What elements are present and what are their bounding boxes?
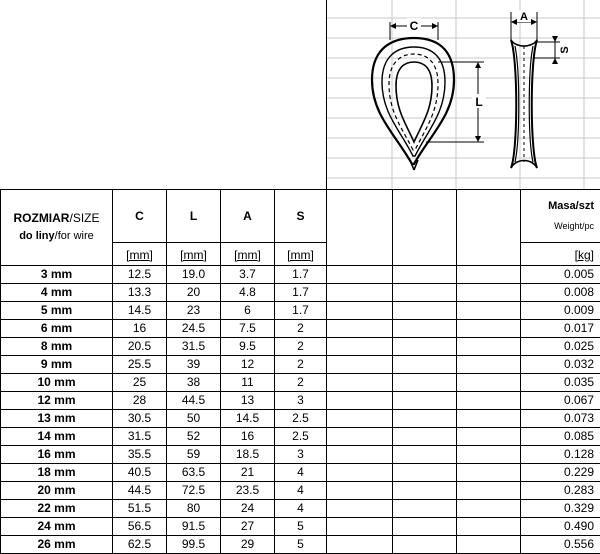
table-row	[1, 338, 600, 356]
column-header-l: L	[167, 190, 221, 243]
blank-cell	[457, 284, 521, 302]
c-cell: 12.5	[113, 266, 167, 284]
diagram-grid	[326, 0, 600, 190]
size-header-pl: ROZMIAR	[13, 211, 69, 225]
a-cell: 9.5	[221, 338, 275, 356]
a-cell: 4.8	[221, 284, 275, 302]
blank-cell	[327, 482, 393, 500]
a-cell: 23.5	[221, 482, 275, 500]
c-cell: 14.5	[113, 302, 167, 320]
blank-cell	[327, 338, 393, 356]
column-header-s: S	[275, 190, 327, 243]
l-cell: 24.5	[167, 320, 221, 338]
s-cell: 4	[275, 500, 327, 518]
blank-cell	[457, 482, 521, 500]
c-cell: 30.5	[113, 410, 167, 428]
table-row	[1, 392, 600, 410]
l-cell: 52	[167, 428, 221, 446]
blank-cell	[393, 518, 457, 536]
table-row	[1, 374, 600, 392]
l-cell: 50	[167, 410, 221, 428]
blank-cell	[327, 410, 393, 428]
unit-mass: [kg]	[521, 243, 600, 266]
blank-cell	[457, 428, 521, 446]
c-cell: 28	[113, 392, 167, 410]
a-cell: 14.5	[221, 410, 275, 428]
dimension-a	[511, 10, 537, 40]
a-cell: 18.5	[221, 446, 275, 464]
table-row	[1, 428, 600, 446]
a-cell: 27	[221, 518, 275, 536]
mass-cell: 0.035	[521, 374, 600, 392]
l-cell: 91.5	[167, 518, 221, 536]
blank-cell	[457, 410, 521, 428]
blank-cell	[457, 518, 521, 536]
blank-cell	[393, 410, 457, 428]
mass-cell: 0.283	[521, 482, 600, 500]
blank-cell	[393, 374, 457, 392]
mass-header-subtitle: Weight/pc	[521, 214, 594, 235]
size-cell: 5 mm	[1, 302, 113, 320]
blank-cell	[457, 302, 521, 320]
l-cell: 80	[167, 500, 221, 518]
size-cell: 20 mm	[1, 482, 113, 500]
blank-cell	[393, 356, 457, 374]
l-cell: 19.0	[167, 266, 221, 284]
unit-l: [mm]	[167, 243, 221, 266]
blank-cell	[457, 464, 521, 482]
s-cell: 2	[275, 374, 327, 392]
table-row	[1, 302, 600, 320]
blank-cell	[327, 284, 393, 302]
blank-cell	[393, 446, 457, 464]
l-cell: 99.5	[167, 536, 221, 554]
s-cell: 3	[275, 392, 327, 410]
a-cell: 13	[221, 392, 275, 410]
blank-cell	[393, 500, 457, 518]
blank-cell	[457, 446, 521, 464]
blank-cell	[457, 356, 521, 374]
l-cell: 20	[167, 284, 221, 302]
l-cell: 44.5	[167, 392, 221, 410]
blank-cell	[327, 518, 393, 536]
a-cell: 6	[221, 302, 275, 320]
blank-cell	[327, 302, 393, 320]
dimension-s-label: S	[559, 46, 571, 53]
blank-cell	[393, 320, 457, 338]
mass-header-title: Masa/szt	[521, 190, 594, 214]
blank-cell	[327, 392, 393, 410]
blank-cell	[327, 374, 393, 392]
blank-cell	[457, 374, 521, 392]
table-row	[1, 464, 600, 482]
s-cell: 2	[275, 320, 327, 338]
blank-header-1	[327, 190, 393, 266]
s-cell: 4	[275, 482, 327, 500]
dimension-a-label: A	[520, 11, 528, 23]
c-cell: 51.5	[113, 500, 167, 518]
size-cell: 22 mm	[1, 500, 113, 518]
mass-cell: 0.556	[521, 536, 600, 554]
dimension-s	[533, 36, 571, 64]
blank-cell	[393, 482, 457, 500]
mass-cell: 0.032	[521, 356, 600, 374]
blank-header-2	[393, 190, 457, 266]
thimble-diagram	[326, 0, 600, 190]
s-cell: 3	[275, 446, 327, 464]
c-cell: 35.5	[113, 446, 167, 464]
blank-cell	[327, 464, 393, 482]
table-row	[1, 446, 600, 464]
size-header	[1, 190, 113, 266]
blank-cell	[457, 266, 521, 284]
blank-cell	[327, 446, 393, 464]
blank-cell	[393, 266, 457, 284]
blank-cell	[393, 302, 457, 320]
dimension-l-label: L	[475, 95, 482, 109]
size-cell: 18 mm	[1, 464, 113, 482]
size-header-sub-en: /for wire	[55, 230, 94, 242]
mass-cell: 0.490	[521, 518, 600, 536]
size-cell: 4 mm	[1, 284, 113, 302]
s-cell: 1.7	[275, 284, 327, 302]
blank-cell	[327, 500, 393, 518]
c-cell: 25.5	[113, 356, 167, 374]
dimension-c	[390, 18, 438, 40]
mass-cell: 0.005	[521, 266, 600, 284]
size-cell: 9 mm	[1, 356, 113, 374]
unit-c: [mm]	[113, 243, 167, 266]
blank-cell	[327, 320, 393, 338]
c-cell: 16	[113, 320, 167, 338]
c-cell: 44.5	[113, 482, 167, 500]
size-header-sub-pl: do liny	[19, 230, 54, 242]
spec-table	[0, 189, 600, 554]
s-cell: 4	[275, 464, 327, 482]
mass-cell: 0.229	[521, 464, 600, 482]
s-cell: 2.5	[275, 428, 327, 446]
mass-cell: 0.009	[521, 302, 600, 320]
table-row	[1, 518, 600, 536]
table-row	[1, 284, 600, 302]
table-row	[1, 320, 600, 338]
spec-table-body	[1, 266, 600, 554]
table-header-row	[1, 190, 600, 243]
l-cell: 72.5	[167, 482, 221, 500]
mass-cell: 0.085	[521, 428, 600, 446]
mass-cell: 0.017	[521, 320, 600, 338]
a-cell: 12	[221, 356, 275, 374]
size-header-en: /SIZE	[69, 211, 99, 225]
dimension-c-label: C	[410, 19, 419, 33]
s-cell: 5	[275, 518, 327, 536]
blank-cell	[457, 392, 521, 410]
mass-cell: 0.073	[521, 410, 600, 428]
a-cell: 3.7	[221, 266, 275, 284]
a-cell: 11	[221, 374, 275, 392]
size-cell: 16 mm	[1, 446, 113, 464]
l-cell: 23	[167, 302, 221, 320]
size-cell: 13 mm	[1, 410, 113, 428]
size-cell: 6 mm	[1, 320, 113, 338]
s-cell: 2	[275, 338, 327, 356]
table-row	[1, 410, 600, 428]
s-cell: 2	[275, 356, 327, 374]
size-cell: 3 mm	[1, 266, 113, 284]
a-cell: 21	[221, 464, 275, 482]
size-cell: 14 mm	[1, 428, 113, 446]
l-cell: 39	[167, 356, 221, 374]
c-cell: 40.5	[113, 464, 167, 482]
c-cell: 31.5	[113, 428, 167, 446]
l-cell: 63.5	[167, 464, 221, 482]
mass-cell: 0.025	[521, 338, 600, 356]
l-cell: 59	[167, 446, 221, 464]
blank-cell	[393, 284, 457, 302]
blank-cell	[327, 266, 393, 284]
a-cell: 24	[221, 500, 275, 518]
mass-header	[521, 190, 600, 243]
table-row	[1, 500, 600, 518]
table-row	[1, 482, 600, 500]
size-cell: 26 mm	[1, 536, 113, 554]
blank-cell	[393, 428, 457, 446]
mass-cell: 0.128	[521, 446, 600, 464]
size-cell: 8 mm	[1, 338, 113, 356]
s-cell: 1.7	[275, 266, 327, 284]
a-cell: 7.5	[221, 320, 275, 338]
blank-cell	[457, 338, 521, 356]
size-cell: 12 mm	[1, 392, 113, 410]
blank-cell	[393, 338, 457, 356]
column-header-c: C	[113, 190, 167, 243]
s-cell: 1.7	[275, 302, 327, 320]
l-cell: 31.5	[167, 338, 221, 356]
blank-cell	[327, 356, 393, 374]
c-cell: 13.3	[113, 284, 167, 302]
blank-cell	[327, 428, 393, 446]
blank-cell	[457, 500, 521, 518]
s-cell: 2.5	[275, 410, 327, 428]
table-row	[1, 266, 600, 284]
c-cell: 56.5	[113, 518, 167, 536]
a-cell: 29	[221, 536, 275, 554]
blank-cell	[393, 392, 457, 410]
blank-cell	[457, 320, 521, 338]
blank-cell	[393, 464, 457, 482]
mass-cell: 0.067	[521, 392, 600, 410]
l-cell: 38	[167, 374, 221, 392]
thimble-drawing	[326, 0, 600, 190]
unit-a: [mm]	[221, 243, 275, 266]
c-cell: 62.5	[113, 536, 167, 554]
table-row	[1, 356, 600, 374]
size-cell: 24 mm	[1, 518, 113, 536]
column-header-a: A	[221, 190, 275, 243]
blank-header-3	[457, 190, 521, 266]
unit-s: [mm]	[275, 243, 327, 266]
a-cell: 16	[221, 428, 275, 446]
size-cell: 10 mm	[1, 374, 113, 392]
c-cell: 20.5	[113, 338, 167, 356]
mass-cell: 0.008	[521, 284, 600, 302]
s-cell: 5	[275, 536, 327, 554]
c-cell: 25	[113, 374, 167, 392]
mass-cell: 0.329	[521, 500, 600, 518]
